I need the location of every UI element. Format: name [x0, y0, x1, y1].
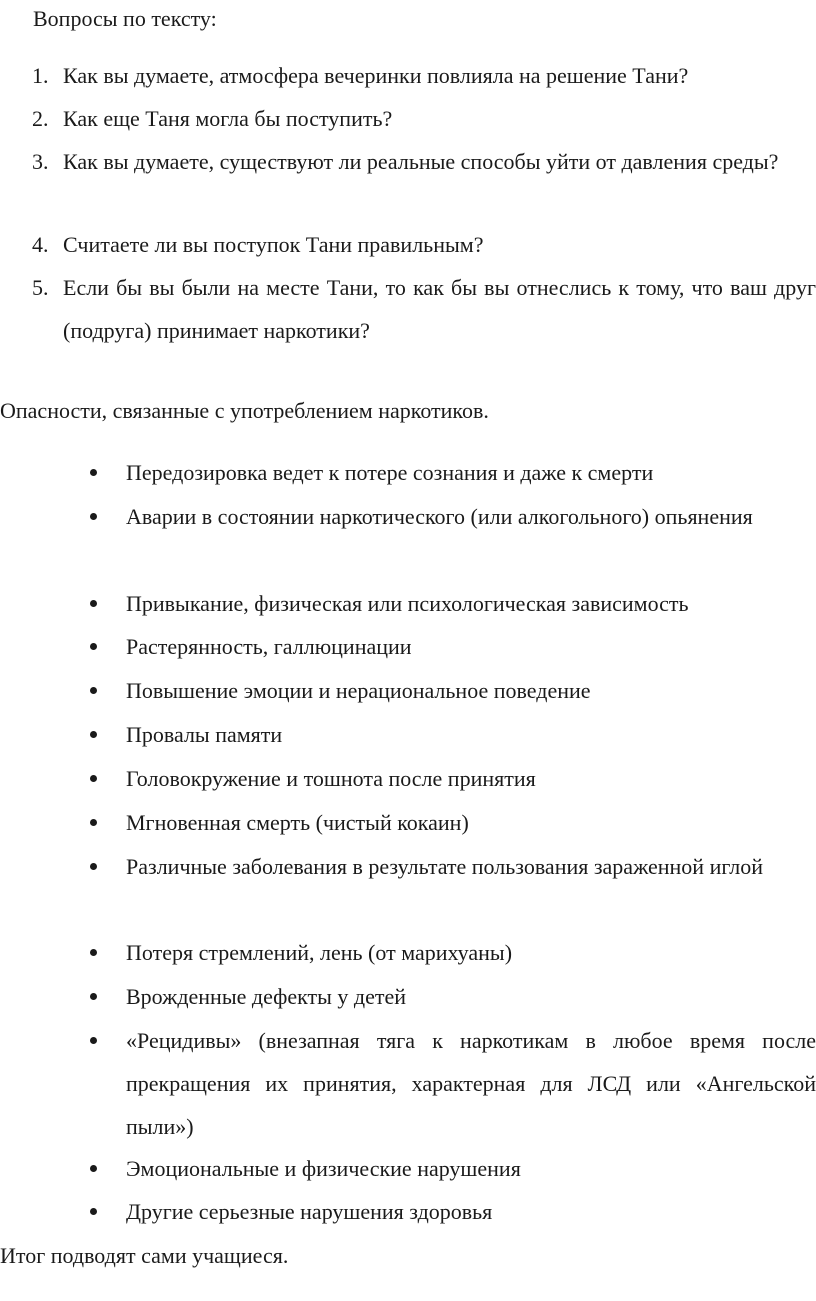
bullet-icon — [90, 469, 97, 476]
list-item-text: Другие серьезные нарушения здоровья — [126, 1199, 493, 1224]
question-number: 5. — [32, 275, 49, 300]
bullet-icon — [90, 731, 97, 738]
list-item-text: Различные заболевания в результате пользования зараженной иглой — [126, 854, 764, 879]
bullet-icon — [90, 687, 97, 694]
list-item — [90, 582, 816, 625]
bullet-icon — [90, 819, 97, 826]
question-text: Как еще Таня могла бы поступить? — [63, 106, 393, 131]
question-number: 3. — [32, 149, 49, 174]
list-item — [90, 975, 816, 1018]
bullet-icon — [90, 863, 97, 870]
question-text: Если бы вы были на месте Тани, то как бы вы отнеслись к тому, что ваш друг (подруга) принимает наркотики? — [63, 275, 816, 343]
bullet-icon — [90, 775, 97, 782]
list-item — [90, 713, 816, 756]
dangers-title: Опасности, связанные с употреблением наркотиков. — [0, 398, 489, 423]
question-number: 1. — [32, 63, 49, 88]
list-item — [90, 1019, 816, 1148]
list-item — [90, 931, 816, 974]
list-item-text: Аварии в состоянии наркотического (или алкогольного) опьянения — [126, 504, 753, 529]
bullet-icon — [90, 1037, 97, 1044]
list-item — [90, 669, 816, 712]
question-text: Как вы думаете, атмосфера вечеринки повлияла на решение Тани? — [63, 63, 689, 88]
summary-text: Итог подводят сами учащиеся. — [0, 1243, 289, 1268]
list-item-text: Головокружение и тошнота после принятия — [126, 766, 536, 791]
bullet-icon — [90, 600, 97, 607]
list-item-text: Привыкание, физическая или психологическая зависимость — [126, 591, 689, 616]
question-item — [32, 140, 816, 183]
list-item-text: Провалы памяти — [126, 722, 283, 747]
question-text: Считаете ли вы поступок Тани правильным? — [63, 232, 484, 257]
list-item-text: Передозировка ведет к потере сознания и даже к смерти — [126, 460, 654, 485]
list-item — [90, 625, 816, 668]
list-item — [90, 801, 816, 844]
bullet-icon — [90, 949, 97, 956]
list-item — [90, 757, 816, 800]
question-item — [32, 223, 816, 266]
list-item — [90, 1190, 816, 1233]
question-text: Как вы думаете, существуют ли реальные способы уйти от давления среды? — [63, 149, 779, 174]
list-item — [90, 1147, 816, 1190]
bullet-icon — [90, 1208, 97, 1215]
list-item — [90, 845, 816, 888]
bullet-icon — [90, 1165, 97, 1172]
question-number: 4. — [32, 232, 49, 257]
bullet-icon — [90, 643, 97, 650]
list-item-text: Растерянность, галлюцинации — [126, 634, 412, 659]
list-item — [90, 495, 816, 538]
list-item-text: Повышение эмоции и нерациональное поведение — [126, 678, 591, 703]
list-item-text: Врожденные дефекты у детей — [126, 984, 407, 1009]
list-item-text: Эмоциональные и физические нарушения — [126, 1156, 521, 1181]
bullet-icon — [90, 993, 97, 1000]
list-item-text: Мгновенная смерть (чистый кокаин) — [126, 810, 469, 835]
question-number: 2. — [32, 106, 49, 131]
list-item-text: «Рецидивы» (внезапная тяга к наркотикам в любое время после прекращения их принятия, характерная для ЛСД или «Ангельской пыли») — [126, 1028, 816, 1139]
list-item — [90, 451, 816, 494]
list-item-text: Потеря стремлений, лень (от марихуаны) — [126, 940, 513, 965]
question-item — [32, 97, 816, 140]
bullet-icon — [90, 513, 97, 520]
question-item — [32, 266, 816, 352]
question-item — [32, 54, 816, 97]
questions-heading: Вопросы по тексту: — [33, 6, 217, 31]
